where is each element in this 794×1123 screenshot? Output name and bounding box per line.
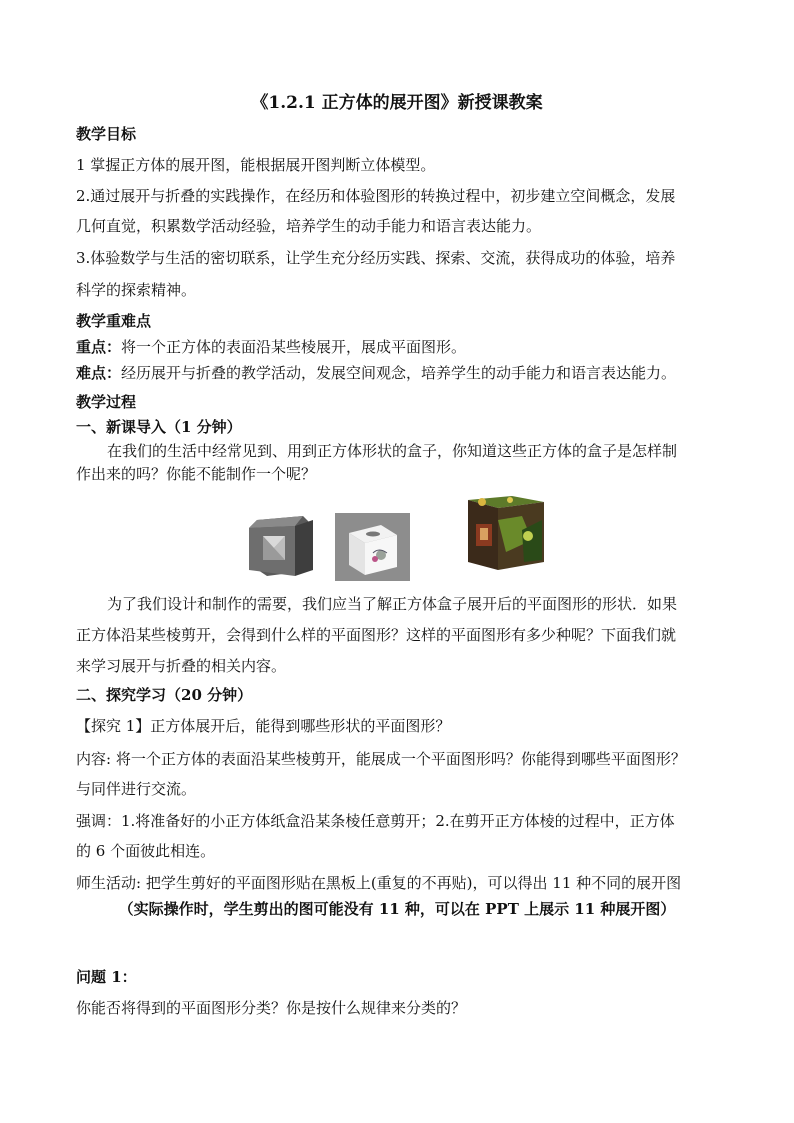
tissue-box-image <box>335 513 410 581</box>
question-1-text: 你能否将得到的平面图形分类？你是按什么规律来分类的？ <box>76 999 467 1017</box>
goal-2-line-2: 几何直觉，积累数学活动经验，培养学生的动手能力和语言表达能力。 <box>76 217 542 235</box>
operation-note: （实际操作时，学生剪出的图可能没有 11 种，可以在 PPT 上展示 11 种展开图） <box>118 900 676 918</box>
explore-1: 【探究 1】正方体展开后，能得到哪些形状的平面图形？ <box>76 717 451 735</box>
question-1-heading: 问题 1： <box>76 968 137 986</box>
part-1-paragraph-1-line-2: 作出来的吗？你能不能制作一个呢？ <box>76 465 317 483</box>
key-point-text: 将一个正方体的表面沿某些棱展开，展成平面图形。 <box>121 338 467 356</box>
goal-1: 1 掌握正方体的展开图，能根据展开图判断立体模型。 <box>76 156 436 174</box>
difficult-point <box>76 363 676 383</box>
emphasis-line-2: 的 6 个面彼此相连。 <box>76 842 216 860</box>
teacher-student-activity: 师生活动: 把学生剪好的平面图形贴在黑板上(重复的不再贴)，可以得出 11 种不同的展开图 <box>76 874 682 892</box>
content-line-2: 与同伴进行交流。 <box>76 780 197 798</box>
goal-2-line-1: 2.通过展开与折叠的实践操作，在经历和体验图形的转换过程中，初步建立空间概念，发展 <box>76 187 676 205</box>
part-2-heading: 二、探究学习（20 分钟） <box>76 686 253 704</box>
key-point-label: 重点： <box>76 338 122 356</box>
gray-cube-image <box>243 512 315 580</box>
page-title: 《1.2.1 正方体的展开图》新授课教案 <box>251 93 543 113</box>
part-1-paragraph-2-line-1: 为了我们设计和制作的需要，我们应当了解正方体盒子展开后的平面图形的形状．如果 <box>107 595 678 613</box>
part-1-heading: 一、新课导入（1 分钟） <box>76 418 242 436</box>
content-line-1: 内容: 将一个正方体的表面沿某些棱剪开，能展成一个平面图形吗？你能得到哪些平面图形？ <box>76 750 686 768</box>
key-points-heading: 教学重难点 <box>76 312 152 330</box>
part-1-paragraph-1-line-1: 在我们的生活中经常见到、用到正方体形状的盒子，你知道这些正方体的盒子是怎样制 <box>107 442 678 460</box>
process-heading: 教学过程 <box>76 393 137 411</box>
part-1-paragraph-2-line-3: 来学习展开与折叠的相关内容。 <box>76 657 287 675</box>
goal-3-line-1: 3.体验数学与生活的密切联系，让学生充分经历实践、探索、交流，获得成功的体验，培养 <box>76 249 676 267</box>
difficult-point-text: 经历展开与折叠的教学活动，发展空间观念，培养学生的动手能力和语言表达能力。 <box>121 364 677 382</box>
part-1-paragraph-2-line-2: 正方体沿某些棱剪开，会得到什么样的平面图形？这样的平面图形有多少种呢？下面我们就 <box>76 626 677 644</box>
goals-heading: 教学目标 <box>76 125 137 143</box>
photo-cube-image <box>462 490 546 572</box>
goal-3-line-2: 科学的探索精神。 <box>76 281 197 299</box>
emphasis-line-1: 强调：1.将准备好的小正方体纸盒沿某条棱任意剪开；2.在剪开正方体棱的过程中，正方体 <box>76 812 675 830</box>
difficult-point-label: 难点： <box>76 364 122 382</box>
key-point <box>76 337 466 357</box>
